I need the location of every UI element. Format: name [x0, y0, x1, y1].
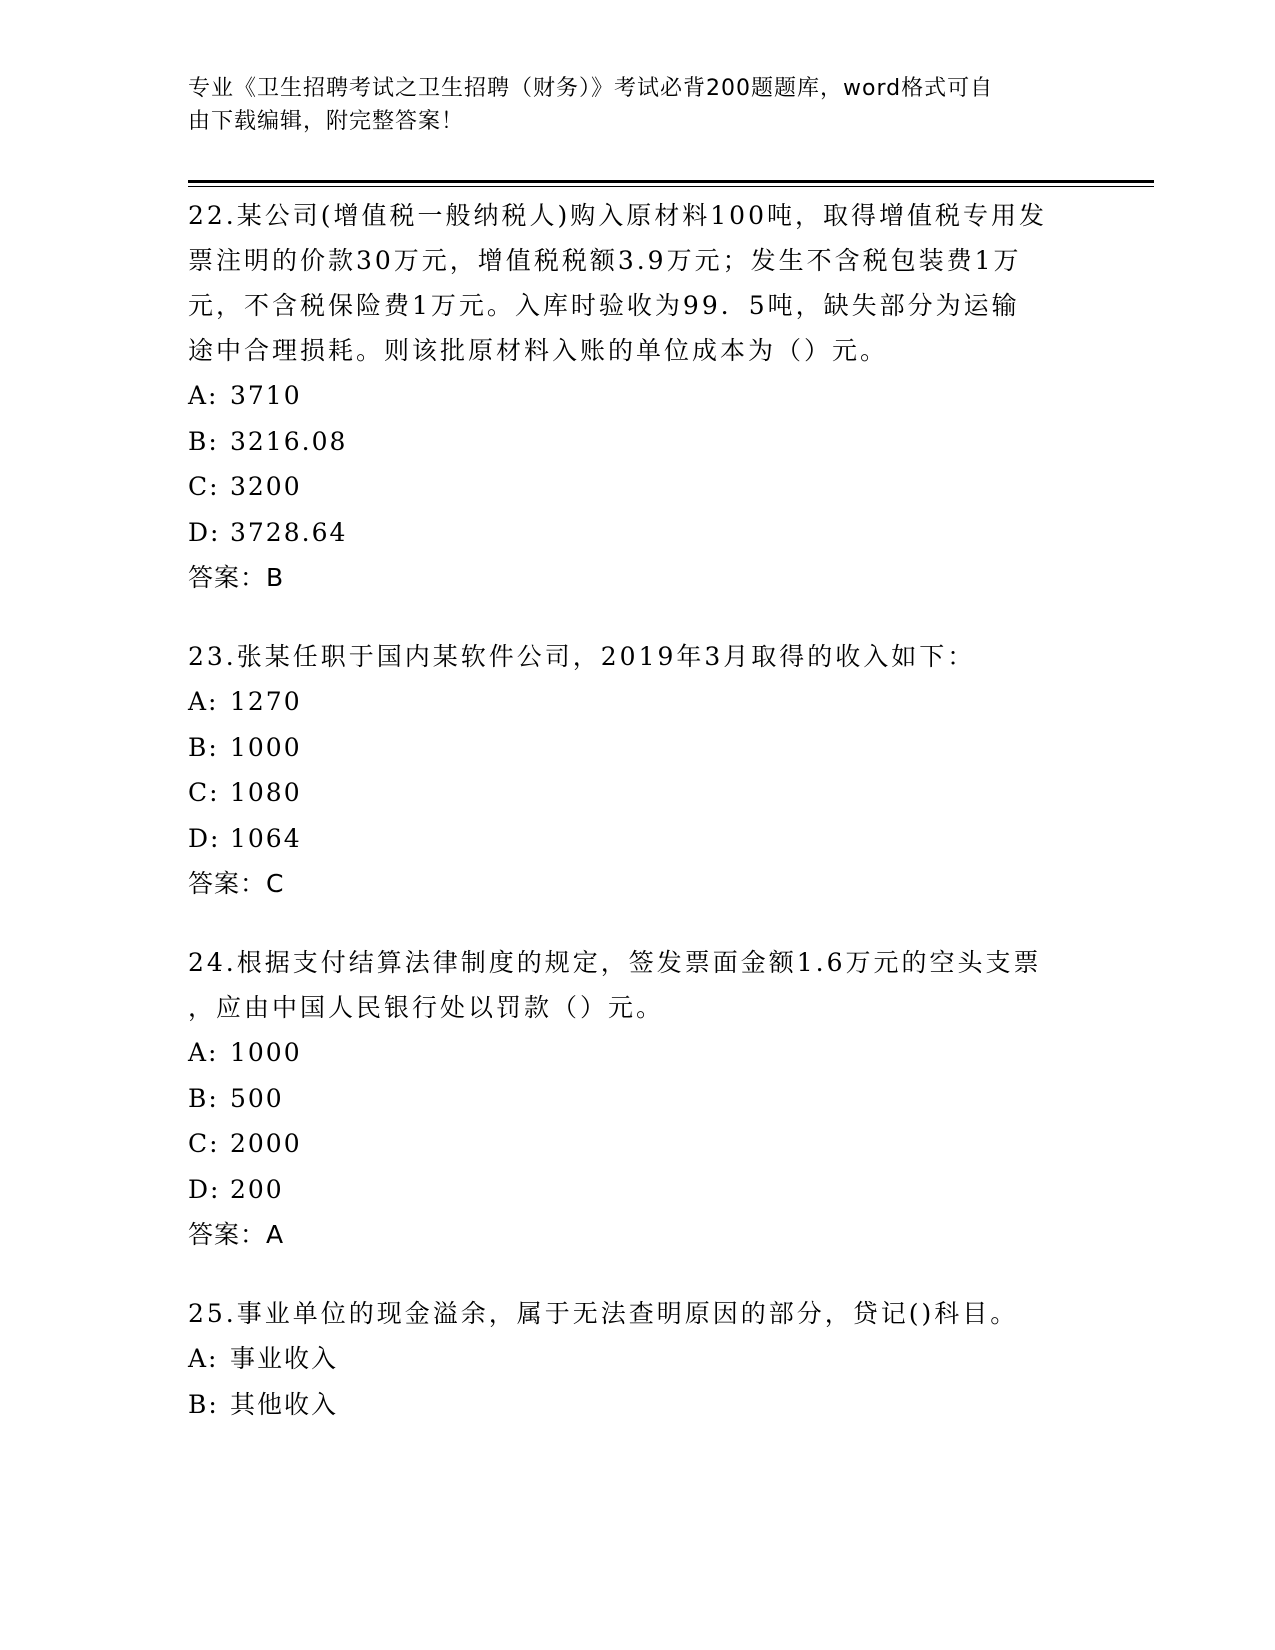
header-divider-thin	[188, 186, 1154, 187]
option-c	[188, 464, 1088, 510]
answer-line: 答案：A	[188, 1220, 285, 1249]
question-24	[188, 940, 1088, 1257]
option-d	[188, 510, 1088, 556]
question-stem-line: 途中合理损耗。则该批原材料入账的单位成本为（）元。	[188, 336, 889, 365]
question-list	[188, 193, 1088, 1461]
option-c	[188, 1121, 1088, 1167]
option-a	[188, 1030, 1088, 1076]
option-a	[188, 679, 1088, 725]
option-b	[188, 1382, 1088, 1428]
answer-line: 答案：B	[188, 563, 285, 592]
option-label: D:	[188, 517, 221, 547]
option-text: 其他收入	[230, 1389, 339, 1419]
document-header	[188, 72, 1068, 138]
option-label: B:	[188, 1083, 219, 1113]
option-a	[188, 373, 1088, 419]
option-c	[188, 770, 1088, 816]
header-divider-thick	[188, 180, 1154, 183]
option-text: 1000	[230, 732, 302, 762]
option-text: 500	[230, 1083, 284, 1113]
option-label: B:	[188, 732, 219, 762]
option-text: 200	[230, 1174, 284, 1204]
question-22	[188, 193, 1088, 600]
option-text: 1000	[230, 1038, 302, 1067]
option-label: A:	[188, 1344, 219, 1373]
answer-line: 答案：C	[188, 869, 285, 898]
option-text: 2000	[230, 1129, 302, 1158]
option-text: 3710	[230, 381, 302, 410]
option-d	[188, 816, 1088, 862]
option-text: 3200	[230, 472, 302, 501]
header-line-2: 由下载编辑，附完整答案！	[188, 109, 465, 134]
option-label: C:	[188, 472, 220, 501]
option-label: B:	[188, 1389, 219, 1419]
option-a	[188, 1336, 1088, 1382]
option-text: 事业收入	[230, 1344, 339, 1373]
question-25	[188, 1291, 1088, 1427]
question-stem-line: 25.事业单位的现金溢余，属于无法查明原因的部分，贷记()科目。	[188, 1299, 1019, 1328]
option-text: 3216.08	[230, 426, 348, 456]
option-text: 3728.64	[230, 517, 348, 547]
option-label: C:	[188, 1129, 220, 1158]
option-b	[188, 725, 1088, 771]
option-label: A:	[188, 1038, 219, 1067]
question-stem-line: ，应由中国人民银行处以罚款（）元。	[188, 993, 665, 1022]
question-23	[188, 634, 1088, 906]
question-stem-line: 元，不含税保险费1万元。入库时验收为99．5吨，缺失部分为运输	[188, 291, 1020, 320]
question-stem-line: 票注明的价款30万元，增值税税额3.9万元；发生不含税包装费1万	[188, 246, 1022, 275]
option-text: 1080	[230, 778, 302, 807]
option-label: A:	[188, 687, 219, 716]
option-label: D:	[188, 823, 221, 853]
question-stem-line: 23.张某任职于国内某软件公司，2019年3月取得的收入如下：	[188, 642, 976, 671]
option-d	[188, 1167, 1088, 1213]
header-line-1: 专业《卫生招聘考试之卫生招聘（财务）》考试必背200题题库，word格式可自	[188, 76, 994, 101]
option-b	[188, 1076, 1088, 1122]
option-label: D:	[188, 1174, 221, 1204]
option-label: A:	[188, 381, 219, 410]
option-b	[188, 419, 1088, 465]
option-text: 1270	[230, 687, 302, 716]
question-stem-line: 24.根据支付结算法律制度的规定，签发票面金额1.6万元的空头支票	[188, 948, 1042, 977]
option-label: B:	[188, 426, 219, 456]
question-stem-line: 22.某公司(增值税一般纳税人)购入原材料100吨，取得增值税专用发	[188, 201, 1047, 230]
option-label: C:	[188, 778, 220, 807]
option-text: 1064	[230, 823, 302, 853]
